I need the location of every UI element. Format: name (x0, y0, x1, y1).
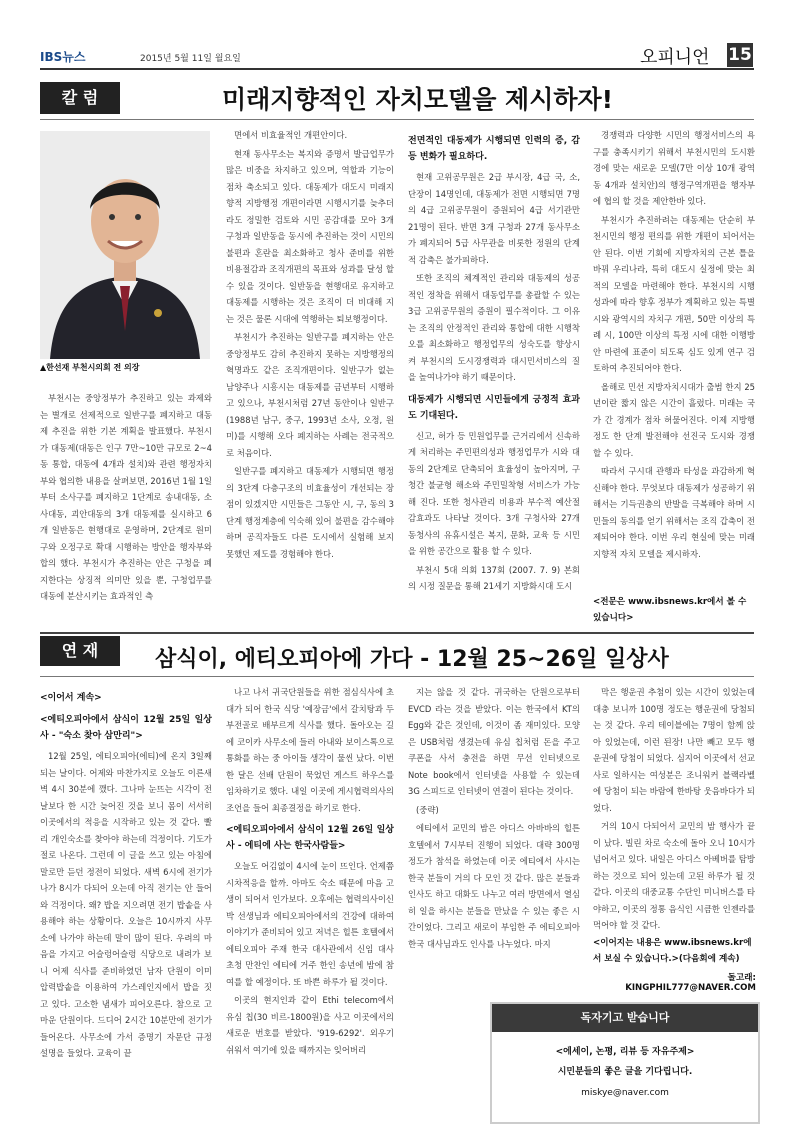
paragraph: 나고 나서 귀국단원들을 위한 점심식사에 초대가 되어 한국 식당 '예장금'에서 갈치탕과 두부전골로 배부르게 식사를 했다. 돌아오는 길에 코이카 사무소에 들러 아내와 보이스톡으로 통화를 하는 중 아이들 생각이 물씬 났다. 이번 한 달은 선배 단원이 묵었던 게스트 하우스를 임차하기로 했다. 내일 이곳에 게시협력의사의 조언을 들어 최종결정을 하기로 한다. (226, 687, 394, 813)
contribution-invite: 시민분들의 좋은 글을 기다립니다. (557, 1067, 693, 1077)
serial-author: 돌고래: KINGPHIL777@NAVER.COM (625, 973, 756, 993)
subheading: <에티오피아에서 삼식이 12월 26일 일상사 - 에티에 사는 한국사람들> (226, 825, 394, 851)
paragraph: 에티에서 교민의 밤은 아디스 아바바의 힐튼 호텔에서 7시부터 진행이 되었다. 대략 300명 정도가 참석을 하였는데 이곳 에티에서 사시는 한국 분들이 거의 다 모인 것 같다. 많은 분들과 인사도 하고 대화도 나누고 여러 방면에서 열심히 일을 하시는 분들을 만났을 수 있는 좋은 시간이었다. 그리고 새로이 부임한 주 에티오피아 한국 대사님과도 인사를 나누었다. 마지 (408, 823, 580, 949)
paragraph: 부천시 5대 의회 137회 (2007. 7. 9) 본회의 시정 질문을 통해 21세기 지방화시대 도시 (408, 564, 580, 591)
serial-web-note: <이어지는 내용은 www.ibsnews.kr에서 보실 수 있습니다.>(다음회에 계속) (593, 938, 752, 964)
paragraph: 막은 행운권 추첨이 있는 시간이 있었는데 대충 보니까 100명 정도는 행운권에 당첨되는 것 같다. 우리 테이블에는 7명이 함께 앉아 있었는데, 이런 된장! 나만 빼고 모두 행운권에 당첨이 되었다. 심지어 이곳에서 선교사로 일하시는 여성분은 조니워커 블랙라벨에 당첨이 되는 바람에 한바탕 웃음바다가 되었다. (593, 687, 755, 813)
subheading: <이어서 계속> (40, 693, 102, 703)
contribution-topics: <에세이, 논평, 리뷰 등 자유주제> (555, 1047, 695, 1057)
paragraph: 지는 않을 것 같다. 귀국하는 단원으로부터 EVCD 라는 것을 받았다. 이는 한국에서 KT의 Egg와 같은 것인데, 이것이 좀 재미있다. 모양은 USB처럼 생겼는데 유심 칩처럼 돈을 주고 쿠폰을 사서 충전을 하면 무선 인터넷으로 Note book에서 인터넷을 사용할 수 있는데 3G 스피드로 인터넷이 연결이 된다는 것이다. (408, 687, 580, 796)
columnist-photo (40, 131, 210, 359)
paragraph: 일반구를 폐지하고 대동제가 시행되면 행정의 3단계 다층구조의 비효율성이 개선되는 장점이 있겠지만 시민들은 그동안 시, 구, 동의 3단계 행정계층에 익숙해 있어 불편을 감수해야 하며 공직자들도 다른 도시에서 실험해 보지 못했던 제도를 경험해야 한다. (226, 466, 394, 559)
column-web-note: <전문은 www.ibsnews.kr에서 볼 수 있습니다> (593, 597, 747, 623)
subheading: 대동제가 시행되면 시민들에게 긍정적 효과도 기대된다. (408, 394, 580, 421)
paragraph: 오늘도 어김없이 4시에 눈이 뜨인다. 언제쯤 시차적응을 할까. 아마도 숙소 때문에 마음 고생이 되어서 인가보다. 오후에는 협력의사이신 박 선생님과 에티오피아에서의 건강에 대하여 이야기가 준비되어 있고 저녁은 힐튼 호텔에서 에티오피아 주재 한국 대사관에서 신임 대사 초청 만찬인 에티에 거주 한인 송년에 밤에 참여를 할 예정이다. 또 바쁜 하루가 될 것이다. (226, 861, 394, 987)
column-badge: 칼 럼 (40, 82, 120, 114)
contribution-email: miskye@naver.com (581, 1088, 669, 1098)
paragraph: 거의 10시 다되어서 교민의 밤 행사가 끝이 났다. 빌린 차로 숙소에 돌아 오니 10시가 넘어서고 있다. 내일은 아디스 아베버를 탐방하는 것으로 되어 있는데 고된 하루가 될 것 같다. 이곳의 대중교통 수단인 미니버스를 타야하고, 이곳의 정통 음식인 시큼한 인젠라를 먹어야 할 것 같다. (593, 821, 755, 930)
paragraph: (중략) (416, 804, 439, 815)
serial-title: 삼식이, 에티오피아에 가다 - 12월 25~26일 일상사 (155, 647, 669, 672)
paragraph: 부천시가 추진하려는 대동제는 단순히 부천시민의 행정 편의를 위한 개편이 되어서는 안 된다. 이번 기회에 지방자치의 근본 틀을 바꿔 우리나라, 특히 대도시 실정에 맞는 최적의 모델을 마련해야 한다. 부천시의 시행 성과에 따라 향후 정부가 계획하고 있는 특별시와 광역시의 자치구 개편, 50만 이상의 특례 시, 100만 이상의 특정 시에 대한 이행방안 마련에 표준이 되도록 심도 있게 연구 검토하여 추진되어야 한다. (593, 214, 755, 373)
contribution-box (490, 1002, 760, 1124)
column-title: 미래지향적인 자치모델을 제시하자! (222, 85, 614, 114)
subheading: 전면적인 대동제가 시행되면 인력의 증, 감 등 변화가 필요하다. (408, 136, 580, 162)
serial-text-col2 (226, 684, 394, 1127)
page-number: 15 (728, 45, 752, 65)
paragraph: 면에서 비효율적인 개편안이다. (234, 130, 348, 140)
serial-title-rule (40, 676, 754, 677)
logo: IBS뉴스 (40, 50, 86, 64)
paragraph: 올해로 민선 지방자치시대가 출범 한지 25년이란 짧지 않은 시간이 흘렀다. 미래는 국가 간 경계가 점차 허물어진다. 이제 지방행정도 한 단계 발전해야 선진국 도시와 경쟁 할 수 있다. (593, 381, 755, 458)
paragraph: 부천시가 추진하는 일반구를 폐지하는 안은 중앙정부도 감히 추진하지 못하는 지방행정의 혁명과도 같은 조직개편이다. 일반구가 없는 남양주나 시흥시는 대동제를 금년부터 시행하고 있으나, 부천시처럼 27년 동안이나 일반구(1988년 남구, 중구, 1993년 소사, 오정, 원미)를 시행해 오다 폐지하는 사례는 전국적으로 처음이다. (226, 332, 394, 458)
header-rule (40, 68, 754, 70)
column-text-col3 (408, 127, 580, 625)
column-title-rule (40, 119, 754, 120)
paragraph: 따라서 구시대 관행과 타성을 과감하게 혁신해야 한다. 무엇보다 대동제가 성공하기 위해서는 기득권층의 반발을 극복해야 하며 시민들의 동의를 얻기 위해서는 조직 갑축이 전제되어야 한다. 이번 우리 현실에 맞는 미래지향적 자치 모델을 제시하자. (593, 466, 755, 559)
serial-badge: 연 재 (40, 636, 120, 666)
photo-caption: ▲한선재 부천시의회 전 의장 (40, 363, 140, 372)
contribution-heading: 독자기고 받습니다 (492, 1004, 758, 1032)
paragraph: 현재 동사무소는 복지와 증명서 발급업무가 많은 비중을 차지하고 있으며, 역할과 기능이 점차 축소되고 있다. 대동제가 대도시 미래지향적 지방행정 개편이라면 시행시기를 늦추더라도 정밀한 검토와 시민 공감대를 모아 3개 구청과 일반동을 동시에 추진하는 것이 시민의 불편과 혼란을 최소화하고 청사 준비를 위한 비용절감과 조직개편의 목표와 성과를 달성 할 수 있을 것이다. 일반동을 현행대로 유지하고 대동제를 시행하는 것은 조직이 더 비대해 지는 것은 물론 시대에 역행하는 퇴보행정이다. (226, 148, 394, 324)
serial-text-col4 (593, 684, 755, 934)
paragraph: 이곳의 현지인과 같이 Ethi telecom에서 유심 칩(30 비르-1800원)을 사고 이곳에서의 새로운 번호를 받았다. '919-6292'. 외우기 쉬워서 여기에 있을 때까지는 잊어버리 (226, 995, 394, 1055)
paragraph: 12월 25일, 에티오피아(에티)에 온지 3일째 되는 날이다. 어제와 마찬가지로 오늘도 이른새벽 4시 30분에 깼다. 그나마 눈뜨는 시각이 전날보다 한 시간 늦어진 것을 보니 몸이 서서히 이곳에서의 적응을 시작하고 있는 것 같다. 빨리 개인숙소를 찾아야 하는데 걱정이다. 기도가 절로 나온다. 그런데 이 글을 쓰고 있는 아침에 말로만 듣던 정전이 되었다. 새벽 6시에 전기가 나가 8시가 다되어 오는데 아직 전기는 안 들어와 걱정이다. 왜? 밥을 지으려면 전기 밥솥을 사용해야 하는 상황이다. 오늘은 10시까지 사무소에 나가야 하는데 말이 많이 된다. 우려의 마음을 가지고 어슬렁어슬렁 식당으로 내려가 보니 어제 식사를 준비하였던 남자 단원이 이미 압력밥솥을 이용하여 가스레인지에서 밥을 짓고 있다. 고소한 냄새가 피어오른다. 참으로 고마운 단원이다. 드디어 2시간 10분만에 전기가 들어온다. 사무소에 가서 증명기 자문단 규정 설명을 들었다. 교육이 끝 (40, 751, 212, 1058)
paragraph: 신고, 허가 등 민원업무를 근거리에서 신속하게 처리하는 주민편의성과 행정업무가 시와 대동의 2단계로 단축되어 효율성이 높아지며, 구청간 불균형 해소와 주민밀착형 서비스가 가능해 진다. 또한 청사관리 비용과 부수적 예산절감효과도 나타날 것이다. 3개 구청사와 27개 동청사의 유휴시설은 복지, 문화, 교육 등 시민을 위한 공간으로 활용 할 수 있다. (408, 430, 580, 556)
subheading: <에티오피아에서 삼식이 12월 25일 일상사 - "숙소 찾아 삼만리"> (40, 715, 212, 741)
section-title: 오피니언 (640, 47, 710, 68)
section-divider (40, 632, 754, 634)
paragraph: 현재 고위공무원은 2급 부시장, 4급 국, 소, 단장이 14명인데, 대동제가 전면 시행되면 7명의 4급 고위공무원이 증원되어 4급 서기관만 21명이 된다. 반면 3개 구청과 27개 동사무소가 폐지되어 5급 사무관을 비롯한 정원의 단계적 감축은 불가피하다. (408, 172, 580, 265)
column-text-col4 (593, 127, 755, 589)
paragraph: 부천시는 중앙정부가 추진하고 있는 과제와는 별개로 선제적으로 일반구를 폐지하고 대동제 추진을 위한 기본 계획을 발표했다. 부천시가 대동제(대동은 인구 7만~10만 규모로 2~4동 통합, 대동에 4개과 설치)와 관련 행정자치부와 협의한 내용을 살펴보면, 2016년 1월 1일부터 소사구를 폐지하고 1단계로 송내대동, 소사대동, 괴안대동의 3개 대동제를 실시하고 6개 일반동은 현행대로 운영하며, 2단계로 원미구와 오정구로 확대 시행하는 방안을 행자부와 합의 했다. 부천시가 추진하는 안은 구청을 폐지한다는 상징적 의미만 있을 뿐, 구청업무를 대동에 분산시키는 효과적인 측 (40, 393, 212, 601)
paragraph: 또한 조직의 체계적인 관리와 대동제의 성공적인 정착을 위해서 대동업무를 총괄할 수 있는 3급 고위공무원의 증원이 필수적이다. 그 이유는 조직의 안정적인 관리와 통합에 대한 시행착오를 최소화하고 행정업무의 성숙도를 향상시켜 부천시의 도시경쟁력과 대시민서비스의 질을 높여나가야 하기 때문이다. (408, 273, 580, 382)
issue-date: 2015년 5월 11일 월요일 (140, 54, 241, 64)
column-text-col1 (40, 390, 212, 626)
serial-text-col1 (40, 684, 212, 1127)
column-text-col2 (226, 127, 394, 625)
paragraph: 경쟁력과 다양한 시민의 행정서비스의 욕구를 충족시키기 위해서 부천시민의 도시환경에 맞는 새로운 모델(7만 이상 10개 광역동 4개과 설치안)의 행정구역개편을 행자부에 협의 할 것을 제안한바 있다. (593, 130, 755, 206)
